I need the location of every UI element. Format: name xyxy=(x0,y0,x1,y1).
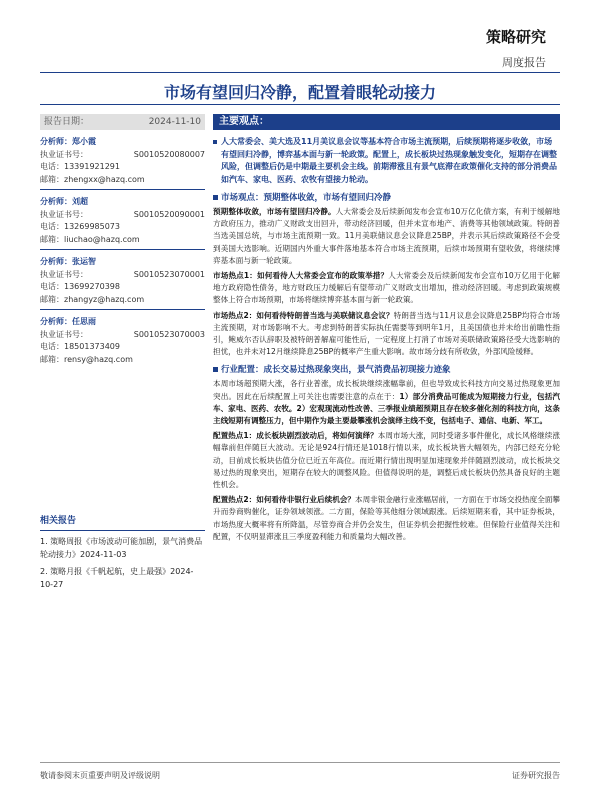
email-address-row xyxy=(40,354,205,367)
analyst-name-label: 分析师： xyxy=(40,257,72,266)
paragraph xyxy=(213,378,560,427)
analyst-name-row xyxy=(40,256,205,269)
email-address[interactable]: liuchao@hazq.com xyxy=(64,234,140,244)
summary-paragraph: 人大常委会、美大选及11月美议息会议等基本符合市场主流预期，后续预期将逐步收敛，市场有望回归冷静，博弈基本面与新一轮政策。配置上，成长板块过热现象触发变化，短期存在调整风险，但调整后仍是中期最主要机会主线。前期滞涨且有景气底滞在政策催化支持的部分消费品如汽车、家电、医药、农牧有望接力轮动。 xyxy=(213,136,560,186)
report-date-value: 2024-11-10 xyxy=(148,117,201,127)
paragraph-lead: 配置热点2：如何看待非银行业后续机会？ xyxy=(213,495,355,505)
analyst-card xyxy=(40,196,205,250)
related-reports xyxy=(40,515,205,591)
cert-number-row xyxy=(40,329,205,342)
paragraph xyxy=(213,430,560,491)
paragraph-text: 人大常委会及后续新闻发布会宣布10万亿化债方案，有利于缓解地方政府压力，推动广义财政支出回升，带动经济回暖，但并未宣布地产、消费等其他领域政策。特朗普当选美国总统，与市场主流预期一致。11月美联储议息会议降息25BP，并表示其后续政策路径不会受到美国大选影响。近期国内外重大事件落地基本符合市场主流预期，后续市场预期有望收敛，将继续博弈基本面与新一轮政策。 xyxy=(213,207,560,265)
analyst-name-row xyxy=(40,316,205,329)
paragraph-lead: 预期整体收敛，市场有望回归冷静。 xyxy=(213,207,336,216)
analyst-card xyxy=(40,316,205,366)
paragraph xyxy=(213,270,560,307)
analyst-list xyxy=(40,136,205,366)
analyst-name: 刘超 xyxy=(72,197,88,206)
email-address-label: 邮箱： xyxy=(40,234,64,244)
phone-number-row xyxy=(40,161,205,174)
analyst-name-row xyxy=(40,136,205,149)
square-bullet-icon xyxy=(213,367,218,372)
report-series-title: 策略研究 xyxy=(485,28,546,46)
section-industry-allocation xyxy=(213,363,560,375)
phone-number-label: 电话： xyxy=(40,282,64,291)
cert-number: S0010523070003 xyxy=(133,329,205,339)
section-heading: 行业配置：成长交易过热现象突出，景气消费品初现接力迹象 xyxy=(221,365,451,376)
phone-number-row xyxy=(40,341,205,354)
related-report-item[interactable]: 2. 策略月报《千帆起航，史上最强》2024-10-27 xyxy=(40,567,194,589)
title-divider xyxy=(40,104,560,105)
analyst-name-label: 分析师： xyxy=(40,137,72,146)
main-content xyxy=(213,114,560,543)
email-address[interactable]: zhengxx@hazq.com xyxy=(64,174,145,184)
cert-number-label: 执业证书号： xyxy=(40,209,88,219)
phone-number-label: 电话： xyxy=(40,162,64,171)
analyst-name-label: 分析师： xyxy=(40,317,72,326)
email-address-row xyxy=(40,174,205,187)
phone-number: 13269985073 xyxy=(64,222,120,231)
paragraph-text: 特朗普当选与11月议息会议降息25BP均符合市场主流预期，对市场影响不大。考虑到特朗普实际执任需要等到明年1月，且美国债也并未给出前瞻性指引，鲍威尔否认辞职及被特朗普解雇可能性后，一定程度上打消了市场对美联储政策路径受大选影响的担忧，也并未对12月继续降息25BP的概率产生重大影响。故市场分歧有所收敛，外部风险缓释。 xyxy=(213,310,560,357)
paragraph-lead: 市场热点1：如何看待人大常委会宣布的政策举措？ xyxy=(213,271,389,281)
cert-number: S0010520090001 xyxy=(133,209,205,219)
cert-number-row xyxy=(40,209,205,222)
email-address-label: 邮箱： xyxy=(40,354,64,364)
email-address-row xyxy=(40,234,205,247)
email-address-label: 邮箱： xyxy=(40,294,64,304)
analyst-divider xyxy=(40,309,205,310)
phone-number: 13699270398 xyxy=(64,282,120,291)
paragraph xyxy=(213,310,560,359)
cert-number: S0010520080007 xyxy=(133,149,205,159)
analyst-divider xyxy=(40,249,205,250)
email-address-label: 邮箱： xyxy=(40,174,64,184)
phone-number-label: 电话： xyxy=(40,222,64,231)
left-column xyxy=(40,114,205,366)
phone-number: 13391921291 xyxy=(64,162,120,171)
related-report-item[interactable]: 1. 策略周报《市场波动可能加剧，景气消费品轮动接力》2024-11-03 xyxy=(40,537,203,559)
cert-number-row xyxy=(40,269,205,282)
analyst-name: 任思雨 xyxy=(72,317,96,326)
analyst-divider xyxy=(40,189,205,190)
cert-number: S0010523070001 xyxy=(133,269,205,279)
paragraph-text: 本周市场超预期大涨，各行业普涨，成长板块继续涨幅靠前，但也导致成长科技方向交易过热现象更加突出。因此在后续配置上可关注也需要注意的点在于： xyxy=(213,379,560,401)
email-address[interactable]: zhangyz@hazq.com xyxy=(64,294,145,304)
paragraph-emphasis: 1）部分消费品可能成为短期接力行业，包括汽车、家电、医药、农牧。2）宏观现流动性改善、三季报业绩超预期且存在较多催化剂的科技方向，这条主线短期有调整压力，但中期作为最主要最攀涨机会演绎主线不变，包括电子、通信、电新、军工。 xyxy=(213,391,560,426)
analyst-name-row xyxy=(40,196,205,209)
paragraph-lead: 市场热点2：如何看待特朗普当选与美联储议息会议？ xyxy=(213,310,394,320)
phone-number-row xyxy=(40,281,205,294)
report-type: 周度报告 xyxy=(502,56,546,69)
phone-number-label: 电话： xyxy=(40,342,64,351)
paragraph xyxy=(213,206,560,267)
email-address-row xyxy=(40,294,205,307)
paragraph-text: 本周非银金融行业涨幅居前，一方面在于市场交投热度全面攀升而券商购催化，证券领域领涨。二方面，保险等其他细分领域跟涨。后续短期来看，其中证券板块，市场热度大概率将有所降温，尽管券商合并仍会发生，但证券机会把握性较难。但保险行业值得关注和配置，不仅明显滞涨且三季度盈利能力和质量均大幅改善。 xyxy=(213,495,561,541)
analyst-card xyxy=(40,256,205,310)
cert-number-label: 执业证书号： xyxy=(40,269,88,279)
square-bullet-icon xyxy=(213,195,218,200)
footer-divider xyxy=(40,762,560,763)
header-divider xyxy=(40,72,560,73)
page-title: 市场有望回归冷静，配置着眼轮动接力 xyxy=(163,83,436,102)
paragraph-text: 人大常委会及后续新闻发布会宣布10万亿用于化解地方政府隐性债务，地方财政压力缓解后有望带动广义财政支出增加，推动经济回暖。考虑到政策规模整体上符合市场预期，市场将继续博弈基本面与新一轮政策。 xyxy=(213,271,560,305)
paragraph xyxy=(213,494,560,543)
report-date-label: 报告日期： xyxy=(44,117,90,127)
analyst-name: 张运智 xyxy=(72,257,96,266)
cert-number-row xyxy=(40,149,205,162)
phone-number: 18501373409 xyxy=(64,342,120,351)
section-heading: 市场观点：预期整体收敛，市场有望回归冷静 xyxy=(221,193,392,203)
related-reports-heading: 相关报告 xyxy=(40,515,205,531)
footer-label: 证券研究报告 xyxy=(512,771,560,780)
email-address[interactable]: rensy@hazq.com xyxy=(64,354,133,364)
analyst-name: 郑小霞 xyxy=(72,137,96,146)
report-date-bar xyxy=(40,114,205,130)
phone-number-row xyxy=(40,221,205,234)
cert-number-label: 执业证书号： xyxy=(40,329,88,339)
analyst-card xyxy=(40,136,205,190)
cert-number-label: 执业证书号： xyxy=(40,149,88,159)
section-market-view xyxy=(213,191,560,203)
paragraph-lead: 配置热点1：成长板块剧烈波动后，将如何演绎？ xyxy=(213,431,378,441)
analyst-name-label: 分析师： xyxy=(40,197,72,206)
paragraph-text: 本周市场大涨，同时受诸多事件催化，成长风格继续涨幅靠前但伴随巨大波动。无论是924行情还是1018行情以来，成长板块皆大幅领先，内部已经充分轮动，目前成长板块估值分位已近五年高位。而近期行情出现明显加速现象并伴随剧烈波动，成长板块交易过热的现象突出，短期存在较大的调整风险。但值得说明的是，调整后成长板块仍然具备良好的主题性机会。 xyxy=(213,431,560,490)
main-points-heading: 主要观点： xyxy=(213,114,560,130)
footer-disclaimer: 敬请参阅末页重要声明及评级说明 xyxy=(40,771,160,780)
